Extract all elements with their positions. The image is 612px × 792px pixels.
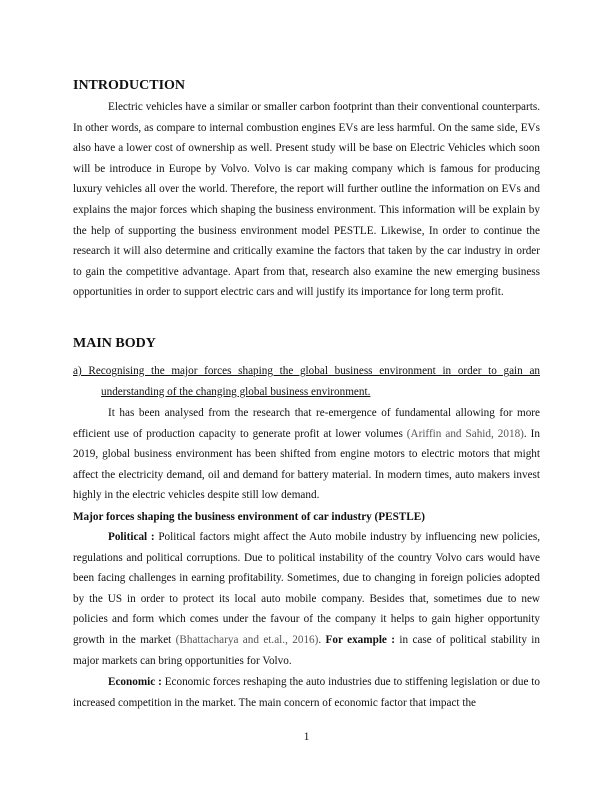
paragraph-text: Political factors might affect the Auto mobile industry by influencing new policies, regulations and political corruptions. Due to political instability of the country Volvo cars would have been facing challenges in earning profitability. Sometimes, due to changing in foreign policies adopted by the US in order to protect its local auto mobile company. Besides that, sometimes due to new policies and form which comes under the favour of the company it helps to gain higher opportunity growth in the market — [73, 531, 541, 646]
political-paragraph — [73, 527, 540, 671]
paragraph-text: It has been analysed from the research that re-emergence of fundamental allowing for more efficient use of production capacity to generate profit at lower volumes — [73, 407, 540, 440]
introduction-heading: INTRODUCTION — [73, 78, 186, 93]
citation-ariffin: (Ariffin and Sahid, 2018) — [406, 427, 524, 440]
example-label: For example : — [325, 633, 396, 646]
paragraph-text: in case of political stability in major markets can bring opportunities for Volvo. — [73, 633, 541, 667]
subheading-a: a) Recognising the major forces shaping the global business environment in order to gain an understanding of the changing global business environment. — [73, 365, 540, 398]
paragraph-text: Economic forces reshaping the auto industries due to stiffening legislation or due to increased competition in the market. The main concern of economic factor that impact the — [73, 676, 540, 709]
paragraph-text: . In 2019, global business environment has been shifted from engine motors to electric motors that might affect the electricity demand, oil and demand for battery material. In modern times, auto makers invest highly in the electric vehicles despite still low demand. — [73, 427, 540, 502]
main-body-heading: MAIN BODY — [73, 336, 156, 351]
pestle-heading: Major forces shaping the business environment of car industry (PESTLE) — [73, 511, 425, 523]
introduction-paragraph: Electric vehicles have a similar or smaller carbon footprint than their conventional counterparts. In other words, as compare to internal combustion engines EVs are less harmful. On the same side, EVs also have a lower cost of ownership as well. Present study will be base on Electric Vehicles which soon will be introduce in Europe by Volvo. Volvo is car making company which is famous for producing luxury vehicles all over the world. Therefore, the report will further outline the information on EVs and explains the major forces which shaping the business environment. This information will be explain by the help of supporting the business environment model PESTLE. Likewise, In order to continue the research it will also determine and critically examine the factors that taken by the car industry in order to gain the competitive advantage. Apart from that, research also examine the new emerging business opportunities in order to support electric cars and will justify its importance for long term profit. — [73, 101, 540, 299]
citation-bhattacharya: (Bhattacharya and et.al., 2016) — [175, 633, 319, 646]
main-body-paragraph-1 — [73, 403, 540, 506]
economic-label: Economic : — [108, 676, 162, 688]
economic-paragraph — [73, 672, 540, 713]
paragraph-text: . — [318, 633, 326, 646]
political-label: Political : — [108, 531, 155, 543]
page-number: 1 — [303, 731, 310, 743]
